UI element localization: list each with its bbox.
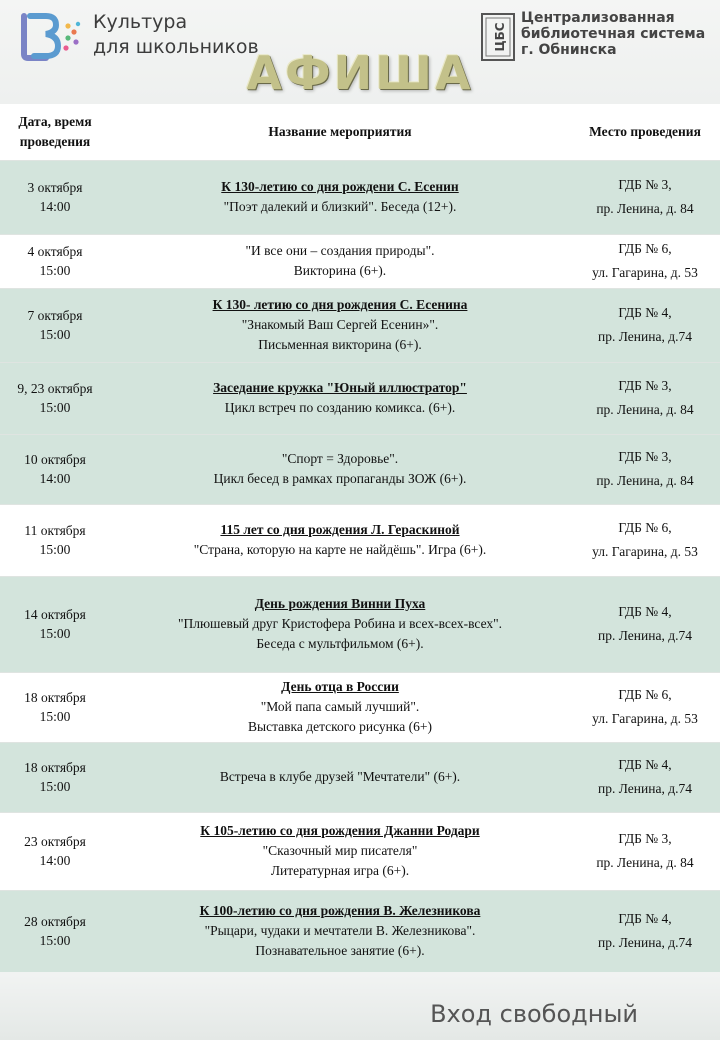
event-name-cell [110, 362, 570, 434]
event-name-cell [110, 812, 570, 890]
event-place-library: ГДБ № 4, [618, 604, 672, 619]
event-place-library: ГДБ № 6, [618, 687, 672, 702]
events-table-body [0, 160, 720, 972]
event-place-cell [570, 434, 720, 504]
event-description-line: "Сказочный мир писателя" [262, 843, 418, 858]
event-date: 4 октября [27, 243, 83, 259]
event-description-line: "Мой папа самый лучший". [260, 699, 420, 714]
event-name-cell [110, 234, 570, 288]
event-place-cell [570, 742, 720, 812]
event-time: 15:00 [39, 263, 71, 278]
event-date: 11 октября [24, 522, 86, 538]
event-date-cell [0, 288, 110, 362]
table-row [0, 234, 720, 288]
event-date-cell [0, 234, 110, 288]
event-description-line: "Знакомый Ваш Сергей Есенин»". [241, 317, 439, 332]
event-description-line: "Рыцари, чудаки и мечтатели В. Железникова". [204, 923, 476, 939]
event-description-line: "Поэт далекий и близкий". Беседа (12+). [223, 199, 457, 214]
event-place-address: пр. Ленина, д.74 [598, 935, 692, 951]
event-place-address: пр. Ленина, д. 84 [596, 473, 694, 488]
event-description-line: Викторина (6+). [293, 263, 387, 278]
event-time: 15:00 [39, 542, 71, 557]
event-time: 15:00 [39, 400, 71, 415]
event-date-cell [0, 160, 110, 234]
event-name-cell [110, 890, 570, 972]
table-row [0, 812, 720, 890]
table-row [0, 890, 720, 972]
event-time: 14:00 [39, 471, 71, 486]
event-title: К 100-летию со дня рождения В. Железникова [199, 903, 481, 919]
column-header-date-line-2: проведения [19, 133, 91, 149]
event-title: Заседание кружка "Юный иллюстратор" [213, 380, 467, 395]
event-date-cell [0, 434, 110, 504]
event-date-cell [0, 576, 110, 672]
event-name-cell [110, 160, 570, 234]
culture-logo-line-2: для школьников [93, 36, 259, 58]
event-place-address: пр. Ленина, д. 84 [596, 855, 694, 870]
page-title: АФИША [246, 46, 474, 100]
event-time: 15:00 [39, 709, 71, 724]
table-header-row [0, 104, 720, 160]
event-date: 3 октября [27, 179, 83, 195]
event-name-cell [110, 434, 570, 504]
event-place-library: ГДБ № 4, [618, 757, 672, 772]
table-row [0, 672, 720, 742]
event-description-line: "Спорт = Здоровье". [281, 451, 399, 466]
event-place-library: ГДБ № 3, [618, 378, 672, 393]
table-row [0, 504, 720, 576]
event-place-library: ГДБ № 3, [618, 177, 672, 192]
event-date-cell [0, 890, 110, 972]
event-title: День отца в России [281, 679, 399, 694]
library-line-2: библиотечная система [521, 26, 706, 42]
event-place-library: ГДБ № 6, [618, 241, 672, 256]
event-description-line: Цикл бесед в рамках пропаганды ЗОЖ (6+). [213, 471, 467, 486]
event-place-address: пр. Ленина, д.74 [598, 628, 692, 643]
event-time: 15:00 [39, 626, 71, 641]
event-place-cell [570, 576, 720, 672]
event-place-cell [570, 288, 720, 362]
event-time: 14:00 [39, 199, 71, 214]
event-time: 14:00 [39, 853, 71, 868]
event-name-cell [110, 288, 570, 362]
event-place-address: пр. Ленина, д. 84 [596, 201, 694, 216]
event-date: 10 октября [24, 451, 86, 467]
event-place-library: ГДБ № 4, [618, 911, 672, 927]
event-date: 18 октября [24, 759, 86, 775]
event-date-cell [0, 504, 110, 576]
event-description-line: Цикл встреч по созданию комикса. (6+). [224, 400, 456, 415]
event-place-library: ГДБ № 6, [618, 520, 672, 535]
event-place-library: ГДБ № 4, [618, 305, 672, 320]
event-place-cell [570, 812, 720, 890]
column-header-date [0, 104, 110, 160]
table-row [0, 434, 720, 504]
table-row [0, 160, 720, 234]
table-row [0, 362, 720, 434]
table-row [0, 742, 720, 812]
event-date: 23 октября [24, 833, 86, 849]
event-place-address: ул. Гагарина, д. 53 [592, 265, 698, 280]
event-place-address: пр. Ленина, д. 84 [596, 402, 694, 417]
event-place-address: пр. Ленина, д.74 [598, 781, 692, 796]
events-table [0, 104, 720, 972]
event-name-cell [110, 576, 570, 672]
event-description-line: "И все они – создания природы". [245, 243, 435, 258]
event-description-line: Литературная игра (6+). [270, 863, 410, 878]
column-header-place: Место проведения [589, 123, 701, 139]
event-name-cell [110, 504, 570, 576]
event-place-library: ГДБ № 3, [618, 831, 672, 846]
event-title: К 105-летию со дня рождения Джанни Родари [200, 823, 480, 838]
event-place-cell [570, 890, 720, 972]
event-place-address: ул. Гагарина, д. 53 [592, 711, 698, 726]
event-date: 14 октября [24, 606, 86, 622]
event-description-line: "Страна, которую на карте не найдёшь". Игра (6+). [193, 542, 487, 557]
event-date: 7 октября [27, 307, 83, 323]
event-description-line: Письменная викторина (6+). [258, 337, 422, 352]
event-time: 15:00 [39, 327, 71, 342]
column-header-event: Название мероприятия [268, 123, 412, 139]
event-description-line: Беседа с мультфильмом (6+). [256, 636, 424, 651]
event-name-cell [110, 672, 570, 742]
event-title: 115 лет со дня рождения Л. Гераскиной [220, 522, 460, 537]
table-row [0, 576, 720, 672]
library-line-1: Централизованная [521, 10, 675, 26]
event-description-line: Выставка детского рисунка (6+) [248, 719, 432, 734]
event-date: 18 октября [24, 689, 86, 705]
event-name-cell [110, 742, 570, 812]
culture-logo-line-1: Культура [93, 11, 188, 33]
page-header [0, 0, 720, 104]
event-place-cell [570, 160, 720, 234]
table-row [0, 288, 720, 362]
event-date: 9, 23 октября [17, 380, 93, 396]
event-title: К 130-летию со дня рождени С. Есенин [221, 179, 459, 194]
column-header-date-line-1: Дата, время [18, 113, 92, 129]
event-place-address: пр. Ленина, д.74 [598, 329, 692, 344]
event-place-cell [570, 234, 720, 288]
library-emblem-text: ЦБС [493, 22, 507, 52]
free-entry-text: Вход свободный [430, 1000, 638, 1028]
event-place-cell [570, 672, 720, 742]
event-date-cell [0, 362, 110, 434]
event-date-cell [0, 742, 110, 812]
event-description-line: Познавательное занятие (6+). [255, 943, 425, 959]
event-place-cell [570, 504, 720, 576]
event-title: День рождения Винни Пуха [254, 596, 426, 611]
event-time: 15:00 [39, 933, 71, 949]
library-line-3: г. Обнинска [521, 42, 617, 58]
event-place-address: ул. Гагарина, д. 53 [592, 544, 698, 559]
event-place-library: ГДБ № 3, [618, 449, 672, 464]
event-date-cell [0, 812, 110, 890]
event-time: 15:00 [39, 779, 71, 794]
event-place-cell [570, 362, 720, 434]
event-description-line: "Плюшевый друг Кристофера Робина и всех-всех-всех". [177, 616, 503, 631]
event-date-cell [0, 672, 110, 742]
event-date: 28 октября [24, 913, 86, 929]
event-description-line: Встреча в клубе друзей "Мечтатели" (6+). [219, 769, 461, 784]
event-title: К 130- летию со дня рождения С. Есенина [212, 297, 468, 312]
